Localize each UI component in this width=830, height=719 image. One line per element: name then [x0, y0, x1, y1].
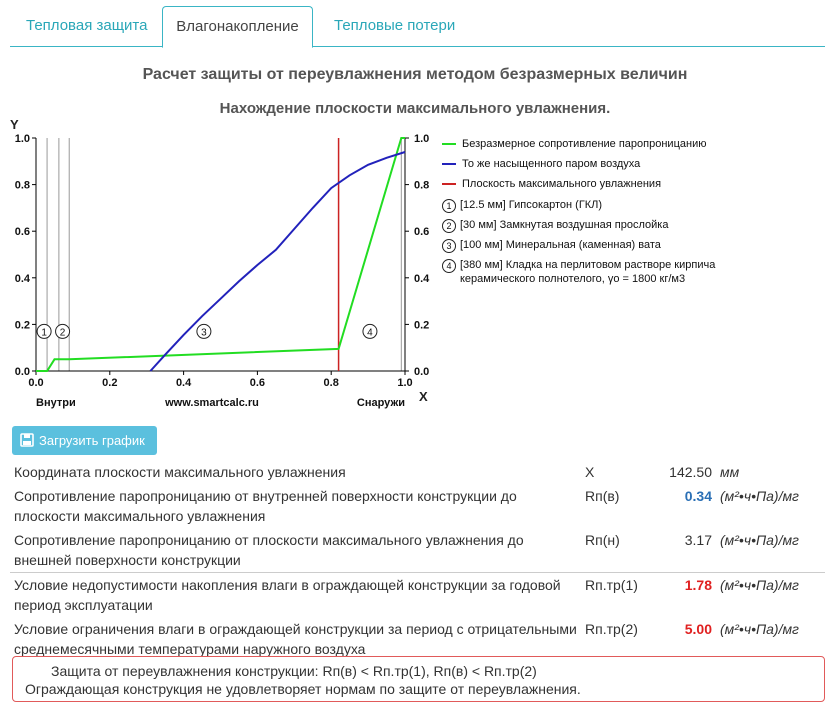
legend-layer-text: [380 мм] Кладка на перлитовом растворе кирпича керамического полнотелого, γo = 1800 кг/м3 — [460, 259, 716, 285]
result-value: 0.34 — [684, 488, 712, 504]
tab-moisture-accumulation[interactable]: Влагонакопление — [162, 6, 313, 48]
legend-swatch-blue — [442, 163, 456, 165]
x-tick-label: 0.6 — [249, 377, 266, 389]
tab-thermal-protection[interactable]: Тепловая защита — [26, 17, 148, 34]
result-unit: (м²•ч•Па)/мг — [720, 488, 799, 504]
x-tick-label: 1.0 — [397, 377, 413, 389]
chart-subtitle: Нахождение плоскости максимального увлажнения. — [219, 100, 611, 117]
layer-marker-label: 2 — [59, 327, 66, 339]
y-tick-label: 0.0 — [14, 366, 30, 378]
layer-number-badge: 1 — [442, 199, 456, 213]
legend-swatch-green — [442, 143, 456, 145]
legend-item-blue — [442, 154, 762, 174]
result-description: Условие недопустимости накопления влаги в ограждающей конструкции за годовой период эксплуатации — [10, 573, 581, 618]
result-value: 3.17 — [684, 532, 712, 548]
page-title: Расчет защиты от переувлажнения методом безразмерных величин — [142, 66, 688, 83]
y-tick-label-right: 0.4 — [414, 272, 430, 285]
results-table — [10, 460, 825, 661]
legend-item-green — [442, 134, 762, 154]
legend-layer-3 — [442, 238, 762, 253]
result-symbol: X — [585, 464, 595, 480]
y-tick-label-right: 0.6 — [414, 226, 430, 239]
result-value: 142.50 — [669, 464, 712, 480]
label-website: www.smartcalc.ru — [165, 397, 259, 409]
table-row — [10, 528, 825, 573]
result-description: Сопротивление паропроницанию от внутренней поверхности конструкции до плоскости максимального увлажнения — [14, 488, 517, 524]
result-unit: (м²•ч•Па)/мг — [720, 621, 799, 637]
legend-item-red — [442, 174, 762, 194]
legend-layer-text: [30 мм] Замкнутая воздушная прослойка — [460, 219, 669, 231]
y-tick-label-right: 1.0 — [414, 133, 430, 145]
layer-number-badge: 2 — [442, 219, 456, 233]
y-axis-label: Y — [10, 117, 19, 132]
x-tick-label: 0.2 — [102, 377, 118, 389]
layer-marker-label: 1 — [41, 327, 47, 339]
download-chart-button[interactable] — [12, 426, 157, 455]
label-inside: Внутри — [36, 397, 76, 409]
result-unit: (м²•ч•Па)/мг — [720, 532, 799, 548]
legend-layers — [442, 198, 762, 286]
moisture-chart — [0, 112, 440, 412]
y-tick-label: 0.6 — [14, 226, 30, 239]
tab-heat-losses[interactable]: Тепловые потери — [334, 17, 456, 34]
layer-marker-label: 3 — [201, 327, 207, 339]
legend-label: Плоскость максимального увлажнения — [462, 178, 662, 190]
legend-layer-text: [12.5 мм] Гипсокартон (ГКЛ) — [460, 199, 603, 211]
chart-legend — [442, 134, 762, 286]
table-row — [10, 484, 825, 528]
y-tick-label: 0.8 — [14, 179, 30, 192]
result-value: 1.78 — [651, 573, 716, 618]
result-description: Условие ограничения влаги в ограждающей конструкции за период с отрицательными среднемесячными температурами наружного воздуха — [14, 621, 577, 657]
x-axis-label: X — [419, 389, 428, 404]
x-tick-label: 0.0 — [28, 377, 44, 389]
alert-condition: Защита от переувлажнения конструкции: Rп(в) < Rп.тр(1), Rп(в) < Rп.тр(2) — [51, 663, 537, 679]
table-row — [10, 573, 825, 618]
legend-layer-2 — [442, 218, 762, 233]
legend-label: То же насыщенного паром воздуха — [462, 158, 641, 170]
result-description: Сопротивление паропроницанию от плоскости максимального увлажнения до внешней поверхности конструкции — [14, 532, 524, 568]
y-tick-label: 0.2 — [14, 319, 30, 332]
y-tick-label-right: 0.0 — [414, 366, 430, 378]
y-tick-label-right: 0.8 — [414, 179, 430, 192]
layer-number-badge: 3 — [442, 239, 456, 253]
chart-download-icon — [20, 433, 34, 447]
download-chart-label: Загрузить график — [39, 433, 145, 448]
legend-label: Безразмерное сопротивление паропроницанию — [462, 138, 707, 150]
y-tick-label-right: 0.2 — [414, 319, 430, 332]
table-row — [10, 617, 825, 661]
x-tick-label: 0.8 — [323, 377, 339, 389]
label-outside: Снаружи — [356, 397, 405, 409]
legend-swatch-red — [442, 183, 456, 185]
x-tick-label: 0.4 — [175, 377, 192, 389]
result-unit: (м²•ч•Па)/мг — [716, 573, 825, 618]
validation-alert — [12, 656, 825, 702]
result-symbol: Rп(н) — [585, 532, 620, 548]
y-tick-label: 1.0 — [14, 133, 30, 145]
table-row — [10, 460, 825, 484]
result-symbol: Rп(в) — [585, 488, 620, 504]
result-description: Координата плоскости максимального увлажнения — [14, 464, 346, 480]
series-line-vapor-resistance — [36, 138, 405, 371]
layer-marker-label: 4 — [367, 327, 373, 339]
result-symbol: Rп.тр(1) — [581, 573, 651, 618]
tab-bar — [10, 6, 825, 47]
legend-layer-text: [100 мм] Минеральная (каменная) вата — [460, 239, 661, 251]
legend-layer-4 — [442, 258, 762, 286]
result-unit: мм — [720, 464, 740, 480]
y-tick-label: 0.4 — [14, 272, 30, 285]
layer-number-badge: 4 — [442, 259, 456, 273]
result-symbol: Rп.тр(2) — [585, 621, 638, 637]
legend-layer-1 — [442, 198, 762, 213]
result-value: 5.00 — [684, 621, 712, 637]
alert-message: Ограждающая конструкция не удовлетворяет нормам по защите от переувлажнения. — [25, 681, 581, 697]
